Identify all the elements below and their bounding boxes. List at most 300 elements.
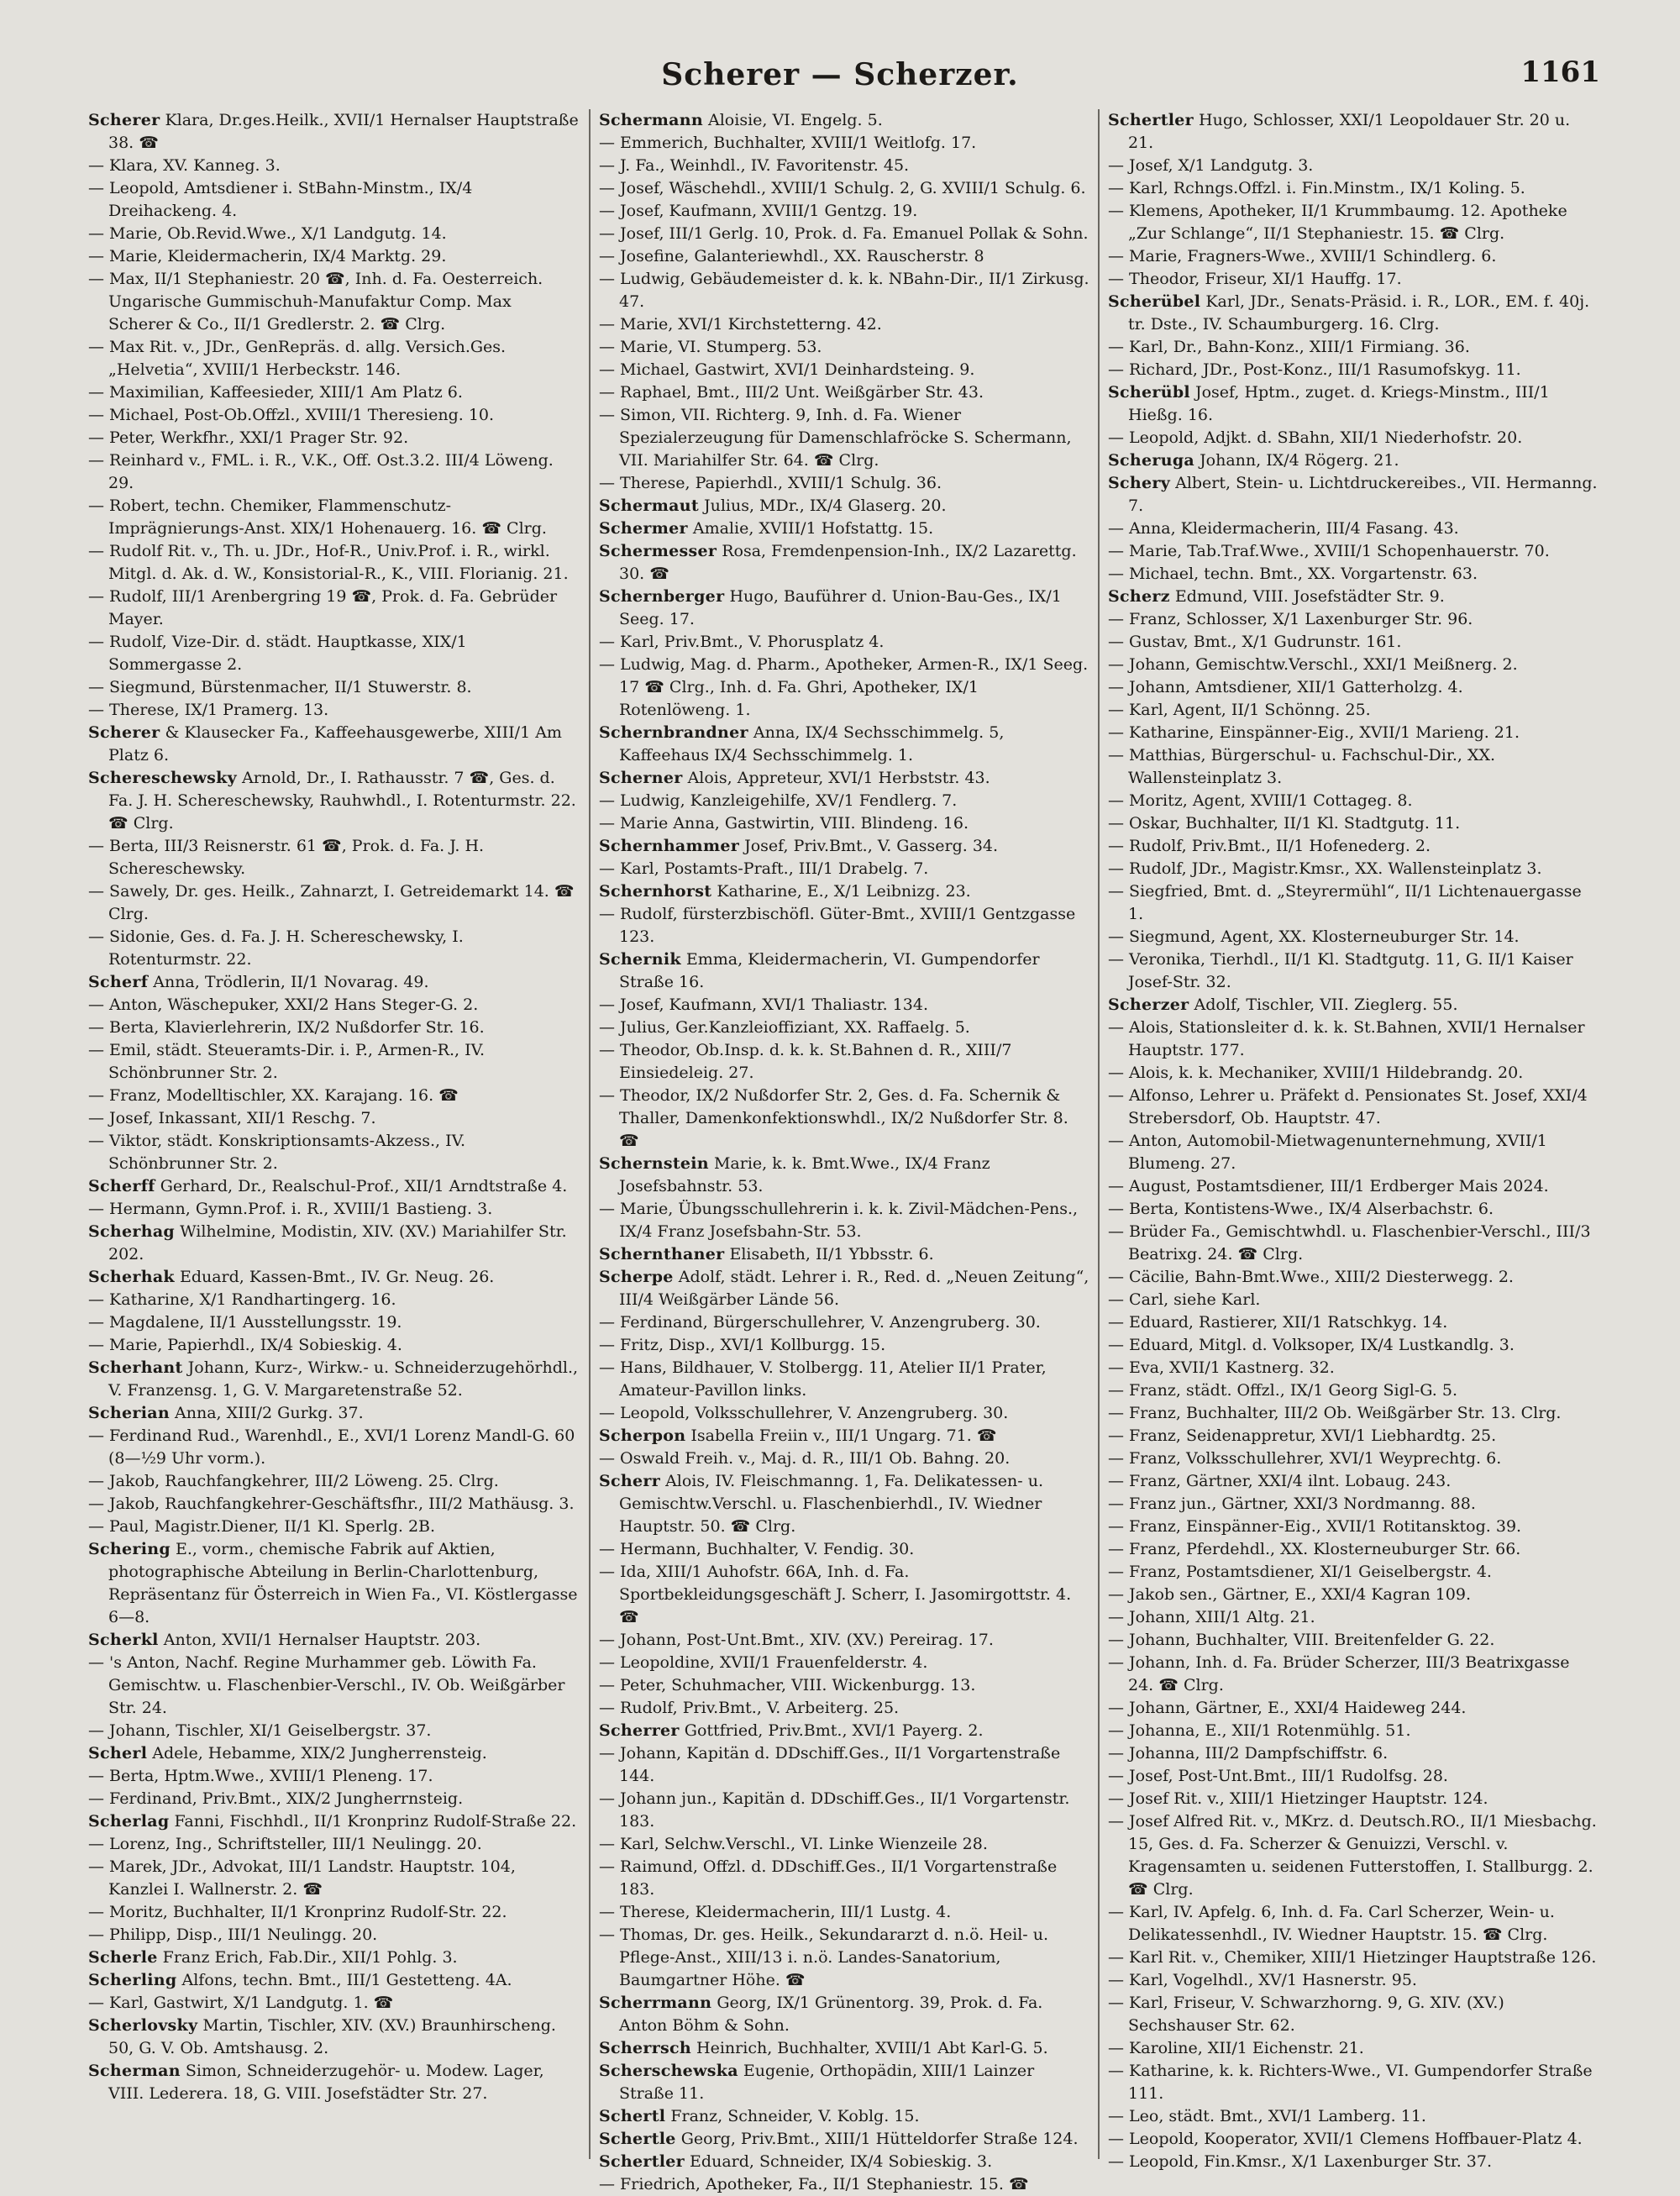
- entry-text: — Ferdinand, Priv.Bmt., XIX/2 Jungherrnsteig.: [88, 1789, 463, 1808]
- directory-entry: [1108, 1493, 1599, 1516]
- directory-entry: [1108, 1742, 1599, 1765]
- directory-entry: [1108, 1266, 1599, 1289]
- entry-text: — Max Rit. v., JDr., GenRepräs. d. allg. Versich.Ges. „Helvetia“, XVIII/1 Herbeckstr. 146.: [88, 338, 506, 379]
- page-number: 1161: [1520, 55, 1600, 89]
- entry-surname: Scherhag: [88, 1222, 176, 1241]
- column-1: [80, 109, 589, 2159]
- entry-text: — Sidonie, Ges. d. Fa. J. H. Schereschewsky, I. Rotenturmstr. 22.: [88, 927, 464, 969]
- entry-text: — Oskar, Buchhalter, II/1 Kl. Stadtgutg. 11.: [1108, 814, 1460, 833]
- directory-entry: [599, 1901, 1089, 1924]
- entry-text: — Karoline, XII/1 Eichenstr. 21.: [1108, 2039, 1364, 2057]
- directory-entry: [599, 1085, 1089, 1153]
- directory-entry: [1108, 268, 1599, 291]
- entry-surname: Scherner: [599, 769, 683, 787]
- entry-surname: Scherz: [1108, 587, 1170, 606]
- entry-surname: Schery: [1108, 474, 1171, 492]
- entry-text: — Eva, XVII/1 Kastnerg. 32.: [1108, 1358, 1335, 1377]
- entry-text: — Rudolf, fürsterzbischöfl. Güter-Bmt., XVIII/1 Gentzgasse 123.: [599, 905, 1075, 946]
- entry-text: — Marie, Kleidermacherin, IX/4 Marktg. 29.: [88, 247, 446, 265]
- entry-text: — Leopold, Amtsdiener i. StBahn-Minstm., IX/4 Dreihackeng. 4.: [88, 179, 472, 220]
- entry-text: Gottfried, Priv.Bmt., XVI/1 Payerg. 2.: [684, 1721, 984, 1740]
- entry-text: — Josef, Post-Unt.Bmt., III/1 Rudolfsg. 28.: [1108, 1767, 1448, 1785]
- directory-entry: [1108, 880, 1599, 926]
- entry-text: — Sawely, Dr. ges. Heilk., Zahnarzt, I. Getreidemarkt 14. ☎ Clrg.: [88, 882, 575, 923]
- directory-entry: [88, 926, 580, 971]
- directory-entry: [88, 1765, 580, 1788]
- entry-surname: Schermann: [599, 111, 703, 129]
- entry-text: E., vorm., chemische Fabrik auf Aktien, photographische Abteilung in Berlin-Charlottenburg, Repräsentanz für Österreich in Wien Fa., VI. Köstlergasse 6—8.: [108, 1540, 578, 1626]
- entry-text: Anna, XIII/2 Gurkg. 37.: [175, 1404, 364, 1422]
- entry-text: — August, Postamtsdiener, III/1 Erdberger Mais 2024.: [1108, 1177, 1549, 1195]
- directory-entry: [599, 495, 1089, 517]
- directory-entry: [1108, 1289, 1599, 1311]
- entry-text: — Johann, Post-Unt.Bmt., XIV. (XV.) Pereirag. 17.: [599, 1631, 994, 1649]
- entry-text: Karl, JDr., Senats-Präsid. i. R., LOR., EM. f. 40j. tr. Dste., IV. Schaumburgerg. 16. Clrg.: [1128, 292, 1590, 334]
- directory-entry: [599, 722, 1089, 767]
- directory-entry: [1108, 109, 1599, 155]
- directory-entry: [599, 1334, 1089, 1357]
- directory-entry: [1108, 2037, 1599, 2060]
- directory-entry: [88, 1720, 580, 1742]
- directory-entry: [88, 223, 580, 245]
- directory-entry: [1108, 1992, 1599, 2037]
- directory-entry: [1108, 812, 1599, 835]
- directory-entry: [599, 1470, 1089, 1538]
- directory-entry: [88, 1289, 580, 1311]
- directory-entry: [1108, 1425, 1599, 1447]
- directory-entry: [88, 1538, 580, 1629]
- entry-surname: Schernbrandner: [599, 723, 748, 742]
- directory-entry: [599, 517, 1089, 540]
- directory-entry: [1108, 1311, 1599, 1334]
- directory-entry: [88, 381, 580, 404]
- directory-entry: [88, 1969, 580, 1992]
- entry-text: — Karl, IV. Apfelg. 6, Inh. d. Fa. Carl Scherzer, Wein- u. Delikatessenhdl., IV. Wiedner Hauptstr. 15. ☎ Clrg.: [1108, 1903, 1555, 1944]
- directory-entry: [1108, 1085, 1599, 1130]
- directory-entry: [1108, 1538, 1599, 1561]
- entry-text: Adolf, städt. Lehrer i. R., Red. d. „Neuen Zeitung“, III/4 Weißgärber Lände 56.: [619, 1268, 1089, 1309]
- entry-surname: Scherlag: [88, 1812, 170, 1831]
- entry-text: — Siegmund, Bürstenmacher, II/1 Stuwerstr. 8.: [88, 678, 472, 696]
- entry-text: — Gustav, Bmt., X/1 Gudrunstr. 161.: [1108, 633, 1401, 651]
- directory-entry: [599, 812, 1089, 835]
- entry-text: — Rudolf, III/1 Arenbergring 19 ☎, Prok. d. Fa. Gebrüder Mayer.: [88, 587, 557, 628]
- directory-entry: [599, 359, 1089, 381]
- entry-text: — Michael, techn. Bmt., XX. Vorgartenstr. 63.: [1108, 565, 1478, 583]
- directory-entry: [88, 1629, 580, 1652]
- entry-surname: Scheruga: [1108, 451, 1195, 470]
- entry-text: — Ferdinand, Bürgerschullehrer, V. Anzengruberg. 30.: [599, 1313, 1041, 1332]
- entry-text: Johann, Kurz-, Wirkw.- u. Schneiderzugehörhdl., V. Franzensg. 1, G. V. Margaretenstraße 52.: [108, 1358, 579, 1400]
- entry-text: — Michael, Gastwirt, XVI/1 Deinhardsteing. 9.: [599, 360, 974, 379]
- entry-text: — Josef, III/1 Gerlg. 10, Prok. d. Fa. Emanuel Pollak & Sohn.: [599, 224, 1089, 243]
- directory-entry: [88, 1856, 580, 1901]
- directory-entry: [1108, 1334, 1599, 1357]
- entry-text: — Rudolf, JDr., Magistr.Kmsr., XX. Wallensteinplatz 3.: [1108, 859, 1541, 878]
- entry-text: — Rudolf, Priv.Bmt., II/1 Hofenederg. 2.: [1108, 837, 1431, 855]
- directory-entry: [1108, 631, 1599, 654]
- directory-entry: [1108, 540, 1599, 563]
- entry-text: — Fritz, Disp., XVI/1 Kollburgg. 15.: [599, 1336, 885, 1354]
- directory-entry: [1108, 926, 1599, 948]
- entry-text: — Berta, Kontistens-Wwe., IX/4 Alserbachstr. 6.: [1108, 1200, 1494, 1218]
- directory-entry: [599, 1652, 1089, 1674]
- column-3: [1098, 109, 1607, 2171]
- entry-text: — Siegmund, Agent, XX. Klosterneuburger Str. 14.: [1108, 927, 1520, 946]
- directory-entry: [88, 268, 580, 336]
- entry-text: — Moritz, Agent, XVIII/1 Cottageg. 8.: [1108, 791, 1413, 810]
- entry-surname: Scherlovsky: [88, 2016, 198, 2035]
- directory-entry: [88, 1017, 580, 1039]
- directory-entry: [88, 1516, 580, 1538]
- entry-surname: Scherman: [88, 2062, 181, 2080]
- entry-text: — Josef, Kaufmann, XVI/1 Thaliastr. 134.: [599, 996, 928, 1014]
- directory-entry: [599, 1402, 1089, 1425]
- directory-entry: [88, 1425, 580, 1470]
- entry-text: — Philipp, Disp., III/1 Neulingg. 20.: [88, 1925, 377, 1944]
- entry-text: Adele, Hebamme, XIX/2 Jungherrensteig.: [152, 1744, 487, 1763]
- entry-text: — Johann, XIII/1 Altg. 21.: [1108, 1608, 1315, 1626]
- directory-entry: [599, 1788, 1089, 1833]
- directory-entry: [1108, 1379, 1599, 1402]
- entry-text: — Josef, X/1 Landgutg. 3.: [1108, 156, 1313, 175]
- entry-text: Emma, Kleidermacherin, VI. Gumpendorfer Straße 16.: [619, 950, 1040, 991]
- directory-entry: [599, 858, 1089, 880]
- directory-entry: [88, 1221, 580, 1266]
- entry-text: — Theodor, Ob.Insp. d. k. k. St.Bahnen d. R., XIII/7 Einsiedeleig. 27.: [599, 1041, 1011, 1082]
- entry-text: — Marie, VI. Stumperg. 53.: [599, 338, 822, 356]
- directory-entry: [88, 971, 580, 994]
- directory-entry: [599, 2128, 1089, 2151]
- directory-entry: [88, 1493, 580, 1516]
- directory-entry: [88, 631, 580, 676]
- directory-entry: [1108, 1652, 1599, 1697]
- entry-text: — Franz, Schlosser, X/1 Laxenburger Str. 96.: [1108, 610, 1473, 628]
- entry-text: — Hermann, Gymn.Prof. i. R., XVIII/1 Bastieng. 3.: [88, 1200, 492, 1218]
- entry-text: — Franz, städt. Offzl., IX/1 Georg Sigl-G. 5.: [1108, 1381, 1457, 1400]
- directory-entry: [88, 1334, 580, 1357]
- entry-text: — Matthias, Bürgerschul- u. Fachschul-Dir., XX. Wallensteinplatz 3.: [1108, 746, 1495, 787]
- entry-text: Anton, XVII/1 Hernalser Hauptstr. 203.: [163, 1631, 481, 1649]
- entry-text: — Maximilian, Kaffeesieder, XIII/1 Am Platz 6.: [88, 383, 463, 402]
- entry-text: Arnold, Dr., I. Rathausstr. 7 ☎, Ges. d. Fa. J. H. Schereschewsky, Rauhwhdl., I. Rotenturmstr. 22. ☎ Clrg.: [108, 769, 576, 833]
- entry-text: — Marie, XVI/1 Kirchstetterng. 42.: [599, 315, 882, 334]
- entry-text: — Marie, Fragners-Wwe., XVIII/1 Schindlerg. 6.: [1108, 247, 1496, 265]
- entry-text: — Anton, Automobil-Mietwagenunternehmung, XVII/1 Blumeng. 27.: [1108, 1132, 1547, 1173]
- directory-entry: [1108, 1969, 1599, 1992]
- entry-text: — Jakob sen., Gärtner, E., XXI/4 Kagran 109.: [1108, 1585, 1471, 1604]
- entry-text: — Karl Rit. v., Chemiker, XIII/1 Hietzinger Hauptstraße 126.: [1108, 1948, 1596, 1967]
- entry-text: — Berta, III/3 Reisnerstr. 61 ☎, Prok. d. Fa. J. H. Schereschewsky.: [88, 837, 484, 878]
- directory-entry: [88, 495, 580, 540]
- entry-text: — Theodor, IX/2 Nußdorfer Str. 2, Ges. d. Fa. Schernik & Thaller, Damenkonfektionswhdl., IX/2 Nußdorfer Str. 8. ☎: [599, 1086, 1068, 1150]
- directory-entry: [599, 540, 1089, 586]
- entry-text: — Karl, Agent, II/1 Schönng. 25.: [1108, 701, 1371, 719]
- directory-entry: [1108, 1788, 1599, 1810]
- entry-text: — Johann, Kapitän d. DDschiff.Ges., II/1 Vorgartenstraße 144.: [599, 1744, 1060, 1785]
- entry-text: — Johann jun., Kapitän d. DDschiff.Ges., II/1 Vorgartenstr. 183.: [599, 1789, 1069, 1831]
- directory-entry: [599, 880, 1089, 903]
- entry-text: — Karl, Vogelhdl., XV/1 Hasnerstr. 95.: [1108, 1971, 1417, 1989]
- entry-text: Julius, MDr., IX/4 Glaserg. 20.: [703, 496, 947, 515]
- entry-surname: Scherrer: [599, 1721, 680, 1740]
- entry-surname: Scherhak: [88, 1268, 175, 1286]
- directory-entry: [599, 313, 1089, 336]
- entry-text: — Ferdinand Rud., Warenhdl., E., XVI/1 Lorenz Mandl-G. 60 (8—½9 Uhr vorm.).: [88, 1426, 575, 1468]
- entry-text: Katharine, E., X/1 Leibnizg. 23.: [717, 882, 971, 901]
- entry-text: Klara, Dr.ges.Heilk., XVII/1 Hernalser Hauptstraße 38. ☎: [108, 111, 579, 152]
- entry-surname: Scherian: [88, 1404, 170, 1422]
- entry-text: — Ludwig, Mag. d. Pharm., Apotheker, Armen-R., IX/1 Seeg. 17 ☎ Clrg., Inh. d. Fa. Ghri, Apotheker, IX/1 Rotenlöweng. 1.: [599, 655, 1088, 719]
- running-title: Scherer — Scherzer.: [661, 57, 1019, 92]
- directory-entry: [88, 540, 580, 586]
- directory-entry: [1108, 994, 1599, 1017]
- directory-entry: [1108, 1810, 1599, 1901]
- directory-entry: [599, 1629, 1089, 1652]
- directory-entry: [88, 1107, 580, 1130]
- directory-entry: [88, 1085, 580, 1107]
- column-2: [589, 109, 1098, 2193]
- entry-text: — Raphael, Bmt., III/2 Unt. Weißgärber Str. 43.: [599, 383, 984, 402]
- directory-entry: [88, 722, 580, 767]
- entry-surname: Scherrmann: [599, 1994, 712, 2012]
- directory-entry: [1108, 1017, 1599, 1062]
- directory-entry: [1108, 1901, 1599, 1946]
- entry-surname: Schering: [88, 1540, 171, 1558]
- entry-text: — Karl, Priv.Bmt., V. Phorusplatz 4.: [599, 633, 884, 651]
- directory-entry: [599, 223, 1089, 245]
- directory-entry: [599, 1856, 1089, 1901]
- entry-surname: Schertle: [599, 2130, 676, 2148]
- directory-entry: [1108, 155, 1599, 177]
- directory-entry: [1108, 472, 1599, 517]
- directory-entry: [1108, 1130, 1599, 1175]
- directory-entry: [88, 676, 580, 699]
- directory-entry: [599, 472, 1089, 495]
- entry-text: — Johann, Inh. d. Fa. Brüder Scherzer, III/3 Beatrixgasse 24. ☎ Clrg.: [1108, 1653, 1570, 1694]
- entry-text: — Karl, Dr., Bahn-Konz., XIII/1 Firmiang. 36.: [1108, 338, 1470, 356]
- directory-entry: [599, 835, 1089, 858]
- directory-entry: [1108, 2060, 1599, 2105]
- entry-text: — Johann, Gemischtw.Verschl., XXI/1 Meißnerg. 2.: [1108, 655, 1518, 674]
- entry-text: — Rudolf, Vize-Dir. d. städt. Hauptkasse, XIX/1 Sommergasse 2.: [88, 633, 467, 674]
- directory-entry: [88, 449, 580, 495]
- entry-text: — Katharine, X/1 Randhartingerg. 16.: [88, 1290, 396, 1309]
- directory-entry: [88, 1810, 580, 1833]
- entry-text: — Peter, Werkfhr., XXI/1 Prager Str. 92.: [88, 428, 408, 447]
- directory-entry: [599, 1017, 1089, 1039]
- entry-text: — Katharine, k. k. Richters-Wwe., VI. Gumpendorfer Straße 111.: [1108, 2062, 1593, 2103]
- directory-entry: [88, 1833, 580, 1856]
- entry-text: — Marie, Papierhdl., IX/4 Sobieskig. 4.: [88, 1336, 402, 1354]
- entry-text: — Carl, siehe Karl.: [1108, 1290, 1260, 1309]
- entry-text: Josef, Priv.Bmt., V. Gasserg. 34.: [744, 837, 999, 855]
- entry-text: — Rudolf, Priv.Bmt., V. Arbeiterg. 25.: [599, 1699, 899, 1717]
- entry-text: Anna, IX/4 Sechsschimmelg. 5, Kaffeehaus IX/4 Sechsschimmelg. 1.: [619, 723, 1005, 764]
- directory-entry: [88, 245, 580, 268]
- directory-entry: [1108, 1946, 1599, 1969]
- entry-text: Elisabeth, II/1 Ybbsstr. 6.: [729, 1245, 934, 1263]
- directory-entry: [599, 1924, 1089, 1992]
- directory-entry: [599, 994, 1089, 1017]
- directory-entry: [599, 2173, 1089, 2196]
- directory-entry: [88, 177, 580, 223]
- entry-surname: Schermer: [599, 519, 688, 538]
- entry-text: — Siegfried, Bmt. d. „Steyrermühl“, II/1 Lichtenauergasse 1.: [1108, 882, 1582, 923]
- directory-entry: [1108, 835, 1599, 858]
- directory-entry: [88, 336, 580, 381]
- entry-text: Fanni, Fischhdl., II/1 Kronprinz Rudolf-Straße 22.: [174, 1812, 577, 1831]
- directory-entry: [599, 1833, 1089, 1856]
- entry-text: — Robert, techn. Chemiker, Flammenschutz-Imprägnierungs-Anst. XIX/1 Hohenauerg. 16. ☎ Clrg.: [88, 496, 547, 538]
- directory-entry: [1108, 1221, 1599, 1266]
- entry-surname: Schertler: [1108, 111, 1194, 129]
- directory-entry: [599, 586, 1089, 631]
- entry-text: Wilhelmine, Modistin, XIV. (XV.) Mariahilfer Str. 202.: [108, 1222, 567, 1263]
- entry-text: Albert, Stein- u. Lichtdruckereibes., VII. Hermanng. 7.: [1128, 474, 1598, 515]
- entry-text: — Eduard, Mitgl. d. Volksoper, IX/4 Lustkandlg. 3.: [1108, 1336, 1515, 1354]
- directory-entry: [1108, 1198, 1599, 1221]
- directory-entry: [1108, 563, 1599, 586]
- directory-entry: [1108, 722, 1599, 744]
- entry-text: — Johann, Buchhalter, VIII. Breitenfelder G. 22.: [1108, 1631, 1494, 1649]
- directory-entry: [88, 994, 580, 1017]
- directory-entry: [88, 1901, 580, 1924]
- entry-text: — Rudolf Rit. v., Th. u. JDr., Hof-R., Univ.Prof. i. R., wirkl. Mitgl. d. Ak. d. W., Konsistorial-R., K., VIII. Florianig. 21.: [88, 542, 569, 583]
- directory-entry: [1108, 1357, 1599, 1379]
- entry-text: — Karl, Selchw.Verschl., VI. Linke Wienzeile 28.: [599, 1835, 988, 1853]
- directory-entry: [599, 245, 1089, 268]
- entry-text: — Leopold, Fin.Kmsr., X/1 Laxenburger Str. 37.: [1108, 2152, 1492, 2171]
- directory-entry: [599, 631, 1089, 654]
- entry-text: — Marie, Übungsschullehrerin i. k. k. Zivil-Mädchen-Pens., IX/4 Franz Josefsbahn-Str. 53.: [599, 1200, 1078, 1241]
- directory-entry: [88, 1357, 580, 1402]
- entry-text: — Therese, Papierhdl., XVIII/1 Schulg. 36.: [599, 474, 942, 492]
- directory-entry: [599, 654, 1089, 722]
- entry-surname: Scherling: [88, 1971, 177, 1989]
- entry-surname: Scherkl: [88, 1631, 159, 1649]
- entry-text: — Oswald Freih. v., Maj. d. R., III/1 Ob. Bahng. 20.: [599, 1449, 1010, 1468]
- directory-entry: [599, 790, 1089, 812]
- directory-columns: [80, 109, 1609, 2193]
- entry-text: — 's Anton, Nachf. Regine Murhammer geb. Löwith Fa. Gemischtw. u. Flaschenbier-Verschl., IV. Ob. Weißgärber Str. 24.: [88, 1653, 564, 1717]
- entry-text: Josef, Hptm., zuget. d. Kriegs-Minstm., III/1 Hießg. 16.: [1128, 383, 1550, 424]
- directory-entry: [599, 767, 1089, 790]
- directory-entry: [88, 1946, 580, 1969]
- directory-entry: [1108, 608, 1599, 631]
- entry-text: — Josefine, Galanteriewhdl., XX. Rauscherstr. 8: [599, 247, 984, 265]
- entry-text: — Franz, Gärtner, XXI/4 ilnt. Lobaug. 243.: [1108, 1472, 1451, 1490]
- directory-entry: [599, 109, 1089, 132]
- directory-entry: [599, 336, 1089, 359]
- entry-text: — Klara, XV. Kanneg. 3.: [88, 156, 281, 175]
- directory-entry: [88, 1924, 580, 1946]
- directory-entry: [1108, 427, 1599, 449]
- directory-entry: [599, 1674, 1089, 1697]
- entry-text: Edmund, VIII. Josefstädter Str. 9.: [1174, 587, 1445, 606]
- directory-entry: [599, 1198, 1089, 1243]
- entry-text: — Karl, Friseur, V. Schwarzhorng. 9, G. XIV. (XV.) Sechshauser Str. 62.: [1108, 1994, 1504, 2035]
- entry-text: — Hans, Bildhauer, V. Stolbergg. 11, Atelier II/1 Prater, Amateur-Pavillon links.: [599, 1358, 1047, 1400]
- directory-entry: [599, 1992, 1089, 2037]
- entry-text: — Leopold, Volksschullehrer, V. Anzengruberg. 30.: [599, 1404, 1008, 1422]
- directory-entry: [88, 1130, 580, 1175]
- entry-text: — Franz, Pferdehdl., XX. Klosterneuburger Str. 66.: [1108, 1540, 1520, 1558]
- entry-text: — Richard, JDr., Post-Konz., III/1 Rasumofskyg. 11.: [1108, 360, 1521, 379]
- entry-text: Hugo, Bauführer d. Union-Bau-Ges., IX/1 Seeg. 17.: [619, 587, 1062, 628]
- entry-text: — Josef Alfred Rit. v., MKrz. d. Deutsch.RO., II/1 Miesbachg. 15, Ges. d. Fa. Scherzer & Genuizzi, Verschl. v. Kragensamten u. seidenen Futterstoffen, I. Stallburgg. 2. ☎ Clrg.: [1108, 1812, 1597, 1899]
- directory-entry: [1108, 1720, 1599, 1742]
- entry-surname: Scherhant: [88, 1358, 183, 1377]
- directory-entry: [599, 381, 1089, 404]
- entry-text: — Ida, XIII/1 Auhofstr. 66A, Inh. d. Fa. Sportbekleidungsgeschäft J. Scherr, I. Jasomirgottstr. 4. ☎: [599, 1563, 1071, 1626]
- entry-surname: Schernik: [599, 950, 681, 969]
- directory-entry: [599, 1697, 1089, 1720]
- entry-text: Eugenie, Orthopädin, XIII/1 Lainzer Straße 11.: [619, 2062, 1035, 2103]
- entry-text: — Jakob, Rauchfangkehrer-Geschäftsfhr., III/2 Mathäusg. 3.: [88, 1495, 575, 1513]
- entry-text: — Jakob, Rauchfangkehrer, III/2 Löweng. 25. Clrg.: [88, 1472, 499, 1490]
- directory-entry: [599, 1538, 1089, 1561]
- directory-entry: [1108, 1175, 1599, 1198]
- entry-surname: Scherübel: [1108, 292, 1201, 311]
- entry-text: — Ludwig, Gebäudemeister d. k. k. NBahn-Dir., II/1 Zirkusg. 47.: [599, 270, 1089, 311]
- directory-entry: [1108, 245, 1599, 268]
- entry-surname: Schereschewsky: [88, 769, 237, 787]
- directory-entry: [599, 1425, 1089, 1447]
- directory-entry: [1108, 1606, 1599, 1629]
- directory-entry: [1108, 948, 1599, 994]
- directory-entry: [599, 200, 1089, 223]
- directory-entry: [1108, 1516, 1599, 1538]
- entry-text: Simon, Schneiderzugehör- u. Modew. Lager, VIII. Lederera. 18, G. VIII. Josefstädter Str. 27.: [108, 2062, 544, 2103]
- entry-surname: Schernhorst: [599, 882, 712, 901]
- entry-text: — Moritz, Buchhalter, II/1 Kronprinz Rudolf-Str. 22.: [88, 1903, 507, 1921]
- directory-entry: [599, 1311, 1089, 1334]
- entry-text: Alois, Appreteur, XVI/1 Herbststr. 43.: [687, 769, 990, 787]
- entry-text: Alfons, techn. Bmt., III/1 Gestetteng. 4A.: [181, 1971, 512, 1989]
- directory-entry: [1108, 2151, 1599, 2173]
- directory-entry: [1108, 2105, 1599, 2128]
- directory-entry: [1108, 200, 1599, 245]
- directory-entry: [1108, 359, 1599, 381]
- entry-surname: Scherschewska: [599, 2062, 738, 2080]
- entry-text: — Theodor, Friseur, XI/1 Hauffg. 17.: [1108, 270, 1402, 288]
- directory-entry: [88, 1266, 580, 1289]
- entry-surname: Scherr: [599, 1472, 661, 1490]
- entry-text: — Karl, Postamts-Praft., III/1 Drabelg. 7.: [599, 859, 928, 878]
- entry-text: & Klausecker Fa., Kaffeehausgewerbe, XIII/1 Am Platz 6.: [108, 723, 562, 764]
- entry-text: — Emil, städt. Steueramts-Dir. i. P., Armen-R., IV. Schönbrunner Str. 2.: [88, 1041, 485, 1082]
- entry-surname: Schermaut: [599, 496, 699, 515]
- entry-text: Martin, Tischler, XIV. (XV.) Braunhirscheng. 50, G. V. Ob. Amtshausg. 2.: [108, 2016, 556, 2057]
- directory-entry: [1108, 1697, 1599, 1720]
- directory-entry: [599, 1561, 1089, 1629]
- entry-text: — Emmerich, Buchhalter, XVIII/1 Weitlofg. 17.: [599, 134, 976, 152]
- entry-text: — Josef, Kaufmann, XVIII/1 Gentzg. 19.: [599, 202, 917, 220]
- entry-text: Rosa, Fremdenpension-Inh., IX/2 Lazarettg. 30. ☎: [619, 542, 1077, 583]
- entry-text: — Thomas, Dr. ges. Heilk., Sekundararzt d. n.ö. Heil- u. Pflege-Anst., XIII/13 i. n.ö. Landes-Sanatorium, Baumgartner Höhe. ☎: [599, 1925, 1048, 1989]
- entry-text: Hugo, Schlosser, XXI/1 Leopoldauer Str. 20 u. 21.: [1128, 111, 1571, 152]
- directory-entry: [599, 132, 1089, 155]
- directory-entry: [599, 2037, 1089, 2060]
- entry-surname: Scherf: [88, 973, 149, 991]
- entry-surname: Scherle: [88, 1948, 158, 1967]
- directory-entry: [1108, 381, 1599, 427]
- directory-entry: [599, 1357, 1089, 1402]
- entry-text: — Franz, Postamtsdiener, XI/1 Geiselbergstr. 4.: [1108, 1563, 1492, 1581]
- entry-text: Marie, k. k. Bmt.Wwe., IX/4 Franz Josefsbahnstr. 53.: [619, 1154, 990, 1195]
- entry-text: Franz, Schneider, V. Koblg. 15.: [670, 2107, 920, 2125]
